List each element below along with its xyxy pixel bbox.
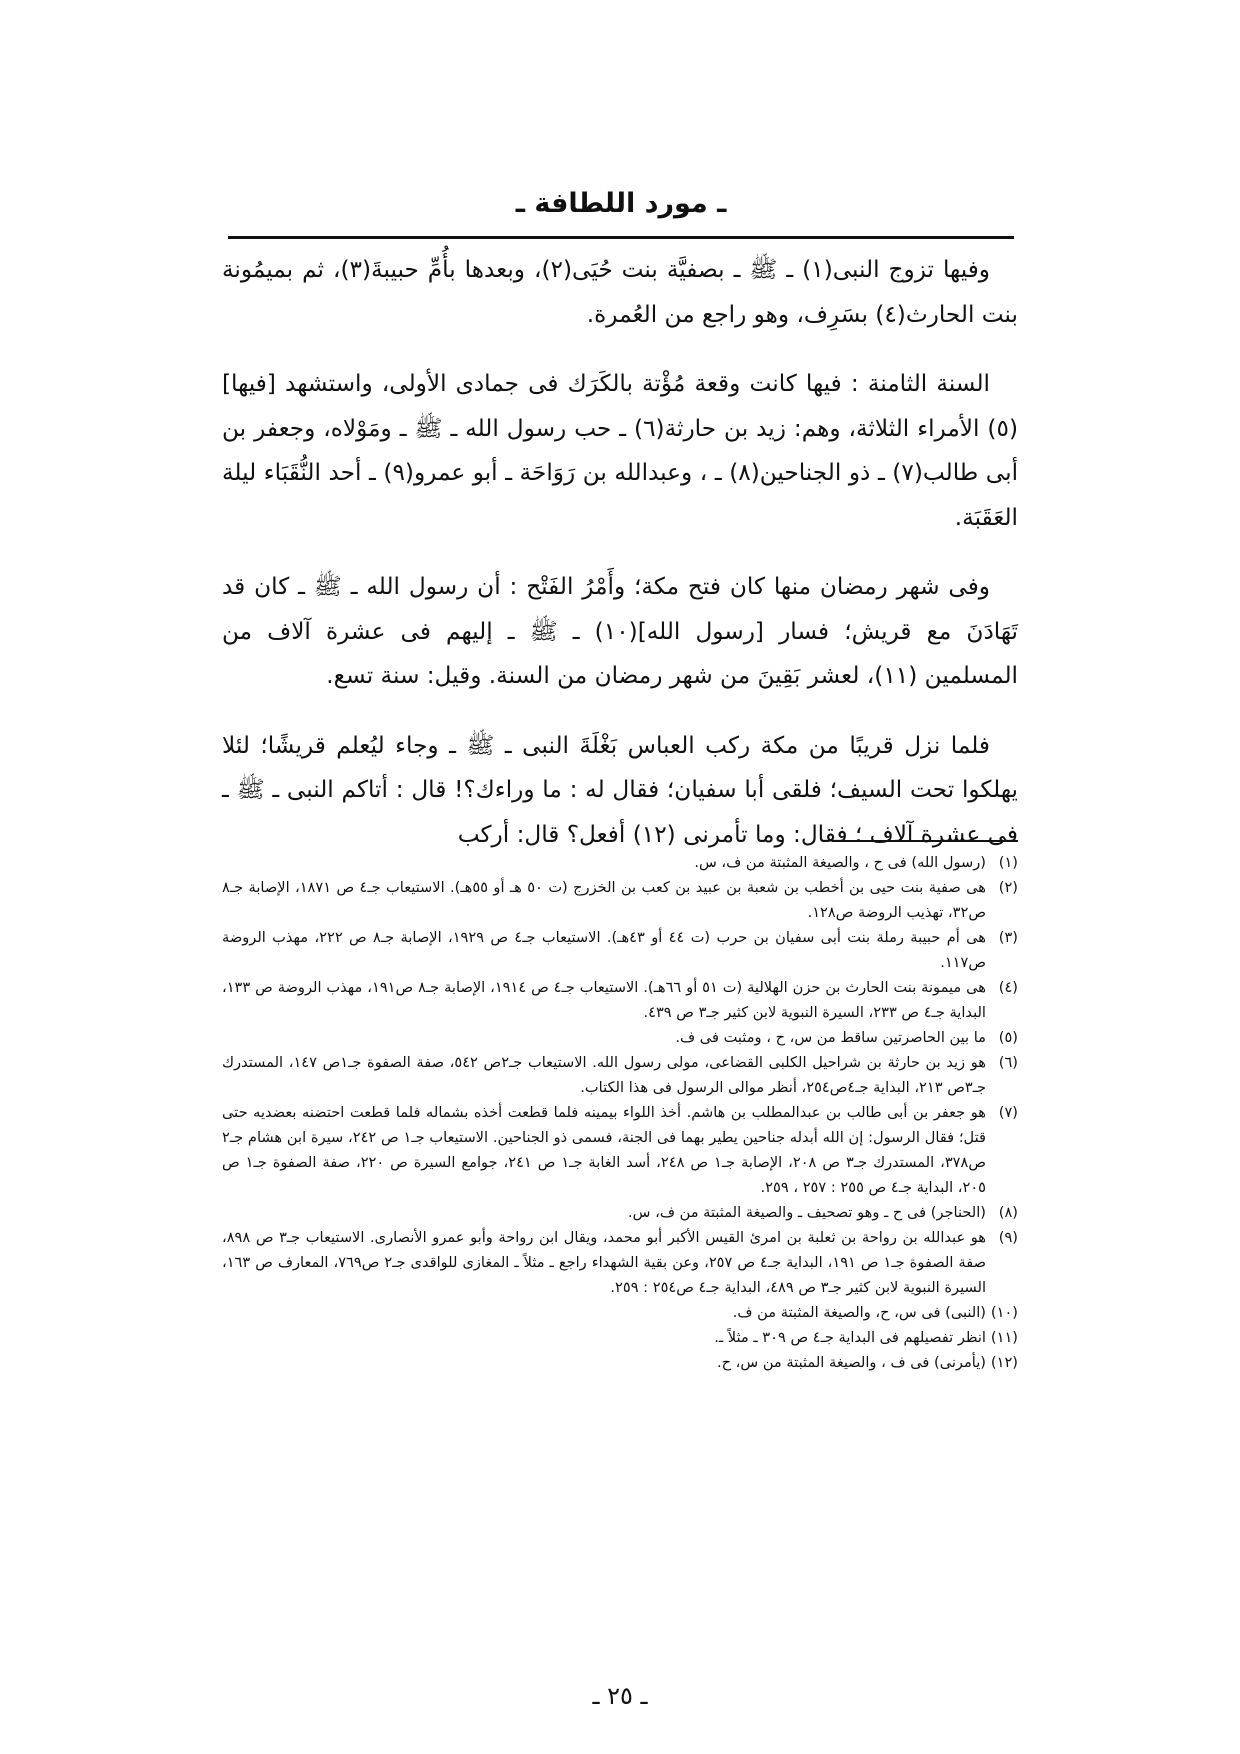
footnote [222, 850, 1018, 875]
paragraph: وفى شهر رمضان منها كان فتح مكة؛ وأَمْرُ الفَتْح : أن رسول الله ـ ﷺ ـ كان قد تَهَادَنَ مع قريش؛ فسار [رسول الله](١٠) ـ ﷺ ـ إليهم فى عشرة آلاف من المسلمين (١١)، لعشر بَقِينَ من شهر رمضان من السنة. وقيل: سنة تسع. [222, 573, 1018, 689]
paragraph: فلما نزل قريبًا من مكة ركب العباس بَغْلَةَ النبى ـ ﷺ ـ وجاء ليُعلم قريشًا؛ لئلا يهلكوا تحت السيف؛ فلقى أبا سفيان؛ فقال له : ما وراءك؟! قال : أتاكم النبى ـ ﷺ ـ فى عشرة آلاف ؛ فقال: وما تأمرنى (١٢) أفعل؟ قال: أركب [222, 731, 1018, 848]
footnote [222, 1100, 1018, 1200]
footnote-text: هى أم حبيبة رملة بنت أبى سفيان بن حرب (ت ٤٤ أو ٤٣هـ). الاستيعاب جـ٤ ص ١٩٢٩، الإصابة جـ٨ ص ٢٢٢، مهذب الروضة ص١١٧. [222, 929, 987, 971]
footnote-text: (الحناجر) فى ح ـ وهو تصحيف ـ والصيغة المثبتة من ف، س. [628, 1204, 986, 1221]
footnote-number: (٩) [998, 1229, 1018, 1246]
footnote [222, 875, 1018, 925]
footnote-number: (٣) [998, 929, 1018, 946]
footnote-number: (١٢) [990, 1354, 1018, 1371]
footnote-text: هى صفية بنت حيى بن أخطب بن شعبة بن عبيد بن كعب بن الخزرج (ت ٥٠ هـ أو ٥٥هـ). الاستيعاب جـ٤ ص ١٨٧١، الإصابة جـ٨ ص٣٢، تهذيب الروضة ص١٢٨. [222, 879, 986, 921]
paragraph: وفيها تزوج النبى(١) ـ ﷺ ـ بصفيَّة بنت حُيَى(٢)، وبعدها بأُمِّ حبيبةَ(٣)، ثم بميمُونة بنت الحارث(٤) بسَرِف، وهو راجع من العُمرة. [222, 256, 1018, 328]
footnote-text: هو زيد بن حارثة بن شراحيل الكلبى القضاعى، مولى رسول الله. الاستيعاب جـ٢ص ٥٤٢، صفة الصفوة جـ١ص ١٤٧، المستدرك جـ٣ص ٢١٣، البداية جـ٤ص٢٥٤، أنظر موالى الرسول فى هذا الكتاب. [222, 1054, 986, 1096]
footnote [222, 975, 1018, 1025]
footnote [222, 1200, 1018, 1225]
running-header: ـ مورد اللطافة ـ [515, 188, 727, 219]
footnote [222, 1025, 1018, 1050]
header-rule [228, 236, 1014, 239]
footnote-text: (يأمرنى) فى ف ، والصيغة المثبتة من س، ح. [716, 1354, 986, 1371]
footnote-number: (٤) [998, 979, 1018, 996]
footnote-number: (٦) [998, 1054, 1018, 1071]
footnote [222, 925, 1018, 975]
footnote [222, 1300, 1018, 1325]
footnote-text: (النبى) فى س، ح، والصيغة المثبتة من ف. [732, 1304, 986, 1321]
footnote-separator [832, 840, 1018, 842]
footnote-text: (رسول الله) فى ح ، والصيغة المثبتة من ف، س. [694, 854, 986, 871]
footnote-text: ما بين الحاصرتين ساقط من س، ح ، ومثبت فى ف. [675, 1029, 986, 1046]
footnote-number: (٢) [998, 879, 1018, 896]
footnote-text: هى ميمونة بنت الحارث بن حزن الهلالية (ت ٥١ أو ٦٦هـ). الاستيعاب جـ٤ ص ١٩١٤، الإصابة جـ٨ ص١٩١، مهذب الروضة ص ١٣٣، البداية جـ٤ ص ٢٣٣، السيرة النبوية لابن كثير جـ٣ ص ٤٣٩. [222, 979, 987, 1021]
footnote-number: (١٠) [990, 1304, 1018, 1321]
footnotes [222, 850, 1018, 1375]
footnote [222, 1350, 1018, 1375]
paragraph: السنة الثامنة : فيها كانت وقعة مُؤْتة بالكَرَك فى جمادى الأولى، واستشهد [فيها](٥) الأمراء الثلاثة، وهم: زيد بن حارثة(٦) ـ حب رسول الله ـ ﷺ ـ ومَوْلاه، وجعفر بن أبى طالب(٧) ـ ذو الجناحين(٨) ـ ، وعبدالله بن رَوَاحَة ـ أبو عمرو(٩) ـ أحد النُّقَبَاء ليلة العَقَبَة. [222, 370, 1019, 531]
page-number: ـ ٢٥ ـ [592, 1682, 648, 1710]
footnote-number: (٨) [998, 1204, 1018, 1221]
footnote-text: هو جعفر بن أبى طالب بن عبدالمطلب بن هاشم. أخذ اللواء بيمينه فلما قطعت أخذه بشماله فلما قطعت احتضنه بعضديه حتى قتل؛ فقال الرسول: إن الله أبدله جناحين يطير بهما فى الجنة، فسمى ذو الجناحين. الاستيعاب جـ١ ص ٢٤٢، سيرة ابن هشام جـ٢ ص٣٧٨، المستدرك جـ٣ ص ٢٠٨، الإصابة جـ١ ص ٢٤٨، أسد الغابة جـ١ ص ٢٤١، جوامع السيرة ص ٢٢٠، صفة الصفوة جـ١ ص ٢٠٥، البداية جـ٤ ص ٢٥٥ : ٢٥٧ ، ٢٥٩. [222, 1104, 987, 1196]
footnote [222, 1225, 1018, 1300]
footnote-number: (١) [998, 854, 1018, 871]
footnote-number: (١١) [990, 1329, 1018, 1346]
footnote-text: انظر تفصيلهم فى البداية جـ٤ ص ٣٠٩ ـ مثلاً ـ. [714, 1329, 986, 1346]
main-text [222, 248, 1018, 857]
footnote [222, 1050, 1018, 1100]
footnote-number: (٧) [998, 1104, 1018, 1121]
footnote-text: هو عبدالله بن رواحة بن ثعلبة بن امرئ القيس الأكبر أبو محمد، ويقال ابن رواحة وأبو عمرو الأنصارى. الاستيعاب جـ٣ ص ٨٩٨، صفة الصفوة جـ١ ص ١٩١، البداية جـ٤ ص ٢٥٧، وعن بقية الشهداء راجع ـ مثلاً ـ المغازى للواقدى جـ٢ ص٧٦٩، المعارف ص ١٦٣، السيرة النبوية لابن كثير جـ٣ ص ٤٨٩، البداية جـ٤ ص٢٥٤ : ٢٥٩. [222, 1229, 986, 1296]
footnote-number: (٥) [998, 1029, 1018, 1046]
footnote [222, 1325, 1018, 1350]
